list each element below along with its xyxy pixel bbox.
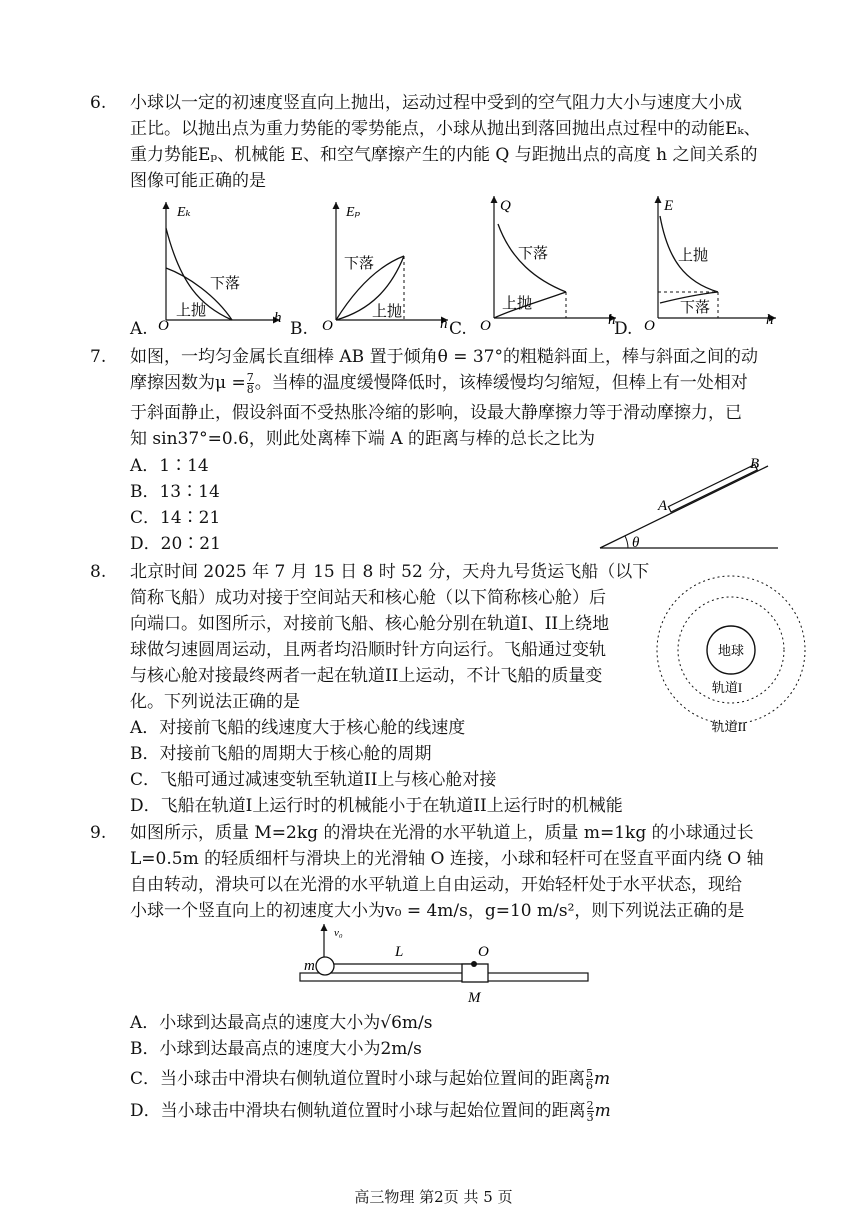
q6-line-4: 图像可能正确的是 [130, 171, 266, 191]
q7-line-2 [130, 372, 748, 395]
incline-slope [600, 466, 768, 548]
graph-a-xlabel: h [274, 310, 282, 326]
q9-option-a: A．小球到达最高点的速度大小为√6m/s [130, 1013, 433, 1033]
q7-line-1: 如图，一均匀金属长直细棒 AB 置于倾角θ = 37°的粗糙斜面上，棒与斜面之间的动 [130, 347, 758, 367]
ball [316, 957, 334, 975]
ball-mass-label: m [304, 958, 315, 974]
q7-option-d: D．20∶21 [130, 534, 221, 554]
graph-c-xlabel: h [608, 312, 616, 328]
metal-rod [668, 465, 757, 512]
q8-line-3: 向端口。如图所示，对接前飞船、核心舱分别在轨道I、II上绕地 [130, 614, 610, 634]
q9-option-c-unit: m [594, 1069, 611, 1089]
q7-option-c: C．14∶21 [130, 508, 221, 528]
q6-option-d-label: D. [614, 319, 633, 339]
rod-length-label: L [395, 944, 404, 960]
graph-b-origin: O [322, 318, 333, 334]
graph-a-down-label: 下落 [210, 276, 241, 292]
q6-graph-c [476, 190, 626, 335]
theta-arc [625, 536, 628, 548]
rod-end-a-label: A [658, 498, 668, 514]
q6-graph-d [640, 190, 780, 335]
q9-option-d-unit: m [594, 1101, 611, 1121]
q6-line-1: 小球以一定的初速度竖直向上抛出，运动过程中受到的空气阻力大小与速度大小成 [130, 93, 742, 113]
q9-line-4: 小球一个竖直向上的初速度大小为v₀ = 4m/s，g=10 m/s²，则下列说法正确的是 [130, 901, 745, 921]
pivot-o [471, 961, 477, 967]
orbit-2-label: 轨道II [711, 719, 747, 734]
q7-line-2-pre: 摩擦因数为μ = [130, 373, 246, 393]
graph-a-up-label: 上抛 [176, 303, 207, 319]
q8-option-a: A．对接前飞船的线速度大于核心舱的线速度 [130, 718, 466, 738]
q9-option-c-fraction [586, 1068, 593, 1091]
q6-option-a-label: A. [130, 319, 148, 339]
q7-option-a: A．1∶14 [130, 456, 209, 476]
graph-d-ylabel: E [664, 198, 674, 214]
q8-option-b: B．对接前飞船的周期大于核心舱的周期 [130, 744, 432, 764]
q8-number: 8. [90, 562, 107, 582]
q7-line-2-post: 。当棒的温度缓慢降低时，该棒缓慢均匀缩短，但棒上有一处相对 [254, 373, 748, 393]
q9-slider-figure [296, 918, 596, 1010]
q7-incline-figure [596, 452, 786, 556]
graph-a-origin: O [158, 318, 169, 334]
q9-option-d-fraction [587, 1100, 594, 1123]
graph-b-xlabel: h [440, 316, 448, 332]
q7-line-3: 于斜面静止，假设斜面不受热胀冷缩的影响，设最大静摩擦力等于滑动摩擦力，已 [130, 403, 742, 423]
q9-line-3: 自由转动，滑块可以在光滑的水平轨道上自由运动，开始轻杆处于水平状态，现给 [130, 875, 742, 895]
graph-c-up-label: 上抛 [502, 296, 533, 312]
q9-option-c-den: 6 [586, 1079, 594, 1092]
slider-mass-label: M [468, 990, 481, 1006]
q6-option-c-label: C. [449, 319, 467, 339]
graph-c-ylabel: Q [500, 198, 511, 214]
q9-option-c-text: C．当小球击中滑块右侧轨道位置时小球与起始位置间的距离 [130, 1069, 586, 1089]
q7-line-4: 知 sin37°=0.6，则此处离棒下端 A 的距离与棒的总长之比为 [130, 429, 596, 449]
q9-option-d-num: 2 [586, 1099, 594, 1112]
q8-orbit-figure [645, 574, 821, 740]
q7-option-b: B．13∶14 [130, 482, 220, 502]
q8-line-5: 与核心舱对接最终两者一起在轨道II上运动，不计飞船的质量变 [130, 666, 603, 686]
q9-option-d-text: D．当小球击中滑块右侧轨道位置时小球与起始位置间的距离 [130, 1101, 586, 1121]
q6-line-3: 重力势能Eₚ、机械能 E、和空气摩擦产生的内能 Q 与距抛出点的高度 h 之间关系的 [130, 145, 758, 165]
q6-option-b-label: B. [290, 319, 308, 339]
q9-option-c-num: 5 [586, 1067, 594, 1080]
q6-line-2: 正比。以抛出点为重力势能的零势能点，小球从抛出到落回抛出点过程中的动能Eₖ、 [130, 119, 761, 139]
graph-d-xlabel: h [766, 312, 774, 328]
q9-number: 9. [90, 823, 107, 843]
q6-number: 6. [90, 93, 107, 113]
q8-option-c: C．飞船可通过减速变轨至轨道II上与核心舱对接 [130, 770, 497, 790]
v0-label: v₀ [334, 927, 343, 939]
orbit-1-label: 轨道I [711, 680, 743, 695]
graph-b-down-label: 下落 [344, 256, 375, 272]
q7-mu-num: 7 [246, 371, 254, 384]
q8-option-d: D．飞船在轨道I上运行时的机械能小于在轨道II上运行时的机械能 [130, 796, 623, 816]
horizontal-track [300, 973, 588, 981]
q8-line-4: 球做匀速圆周运动，且两者均沿顺时针方向运行。飞船通过变轨 [130, 640, 606, 660]
graph-d-down-label: 下落 [680, 300, 711, 316]
graph-b-ylabel: Eₚ [346, 205, 361, 220]
incline-theta-label: θ [632, 535, 640, 551]
q9-line-1: 如图所示，质量 M=2kg 的滑块在光滑的水平轨道上，质量 m=1kg 的小球通过长 [130, 823, 754, 843]
q8-line-6: 化。下列说法正确的是 [130, 692, 300, 712]
q7-number: 7. [90, 347, 107, 367]
q8-line-1: 北京时间 2025 年 7 月 15 日 8 时 52 分，天舟九号货运飞船（以下 [130, 562, 650, 582]
rod-end-b-label: B [750, 456, 760, 472]
graph-c-down-label: 下落 [518, 246, 549, 262]
q8-line-2: 简称飞船）成功对接于空间站天和核心舱（以下简称核心舱）后 [130, 588, 606, 608]
q6-graph-a [150, 198, 290, 338]
q9-option-d-den: 3 [586, 1111, 594, 1124]
pivot-label: O [478, 944, 489, 960]
q9-option-d [130, 1100, 611, 1123]
q9-option-c [130, 1068, 610, 1091]
graph-d-origin: O [644, 318, 655, 334]
graph-d-up-label: 上抛 [678, 248, 709, 264]
q6-graph-b [316, 198, 456, 338]
q9-option-b: B．小球到达最高点的速度大小为2m/s [130, 1039, 422, 1059]
q7-mu-fraction [247, 372, 254, 395]
graph-a-ylabel: Eₖ [177, 205, 191, 220]
graph-c-origin: O [480, 318, 491, 334]
earth-label: 地球 [717, 643, 745, 658]
graph-b-up-label: 上抛 [372, 304, 403, 320]
q7-mu-den: 8 [246, 383, 254, 396]
page-footer: 高三物理 第2页 共 5 页 [354, 1188, 513, 1206]
q9-line-2: L=0.5m 的轻质细杆与滑块上的光滑轴 O 连接，小球和轻杆可在竖直平面内绕 O 轴 [130, 849, 764, 869]
